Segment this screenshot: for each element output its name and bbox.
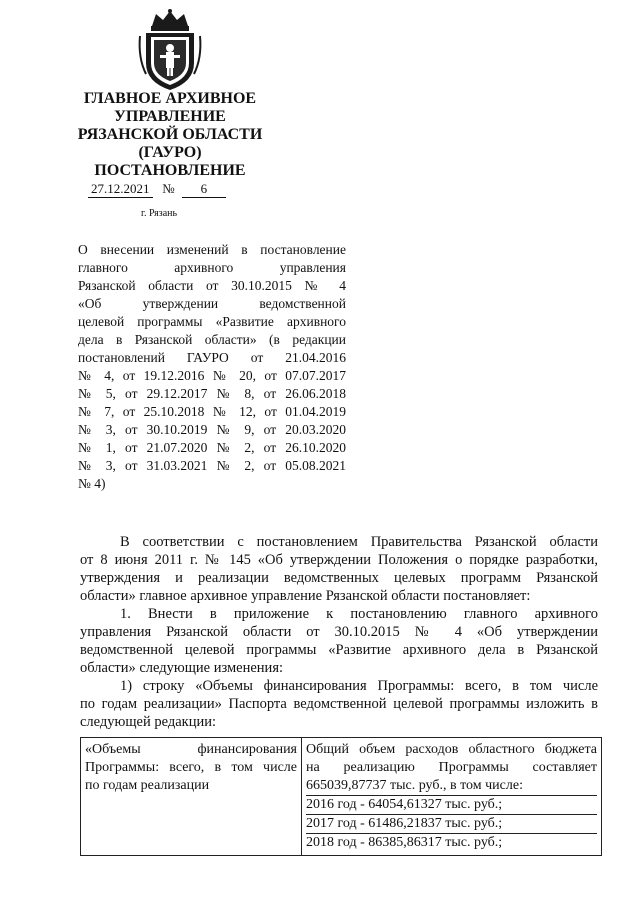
body-line: от 8 июня 2011 г. № 145 «Об утверждении Положения о порядке разработки, [80,552,598,568]
body-line: В соответствии с постановлением Правительства Рязанской области [120,534,598,550]
document-type: ПОСТАНОВЛЕНИЕ [94,162,246,179]
document-number: 6 [182,181,226,198]
subject-line: № 4, от 19.12.2016 № 20, от 07.07.2017 [78,368,346,383]
number-sign: № [162,181,175,196]
subject-line: «Об утверждении ведомственной [78,296,346,311]
body-line: области» следующие изменения: [80,660,284,676]
cell-line: 2016 год - 64054,61327 тыс. руб.; [306,796,597,815]
subject-line: Рязанской области от 30.10.2015 № 4 [78,278,346,293]
body-line: утверждения и реализации ведомственных целевых программ Рязанской [80,570,598,586]
body-line: ведомственной целевой программы «Развитие архивного дела в Рязанской [80,642,598,658]
cell-line: по годам реализации [85,778,210,793]
org-line: ГЛАВНОЕ АРХИВНОЕ [83,90,257,107]
body-line: 1) строку «Объемы финансирования Программы: всего, в том числе [120,678,598,694]
subject-line: № 4) [78,476,106,491]
org-line: РЯЗАНСКОЙ ОБЛАСТИ [77,126,263,143]
subject-line: О внесении изменений в постановление [78,242,346,257]
table-row [81,738,602,856]
subject-line: № 1, от 21.07.2020 № 2, от 26.10.2020 [78,440,346,455]
coat-of-arms-icon [136,8,204,92]
cell-line: 2017 год - 61486,21837 тыс. руб.; [306,815,597,834]
body-line: области» главное архивное управление Рязанской области постановляет: [80,588,531,604]
subject-line: № 7, от 25.10.2018 № 12, от 01.04.2019 [78,404,346,419]
cell-line: на реализацию Программы составляет [306,760,597,775]
subject-line: № 3, от 31.03.2021 № 2, от 05.08.2021 [78,458,346,473]
subject-line: № 5, от 29.12.2017 № 8, от 26.06.2018 [78,386,346,401]
cell-line: Общий объем расходов областного бюджета [306,742,597,757]
subject-line: постановлений ГАУРО от 21.04.2016 [78,350,346,365]
cell-line: 2018 год - 86385,86317 тыс. руб.; [306,835,503,850]
subject-line: главного архивного управления [78,260,346,275]
org-line: (ГАУРО) [138,144,202,161]
body-line: 1. Внести в приложение к постановлению главного архивного [120,606,598,622]
body-line: управления Рязанской области от 30.10.2015 № 4 «Об утверждении [80,624,598,640]
financing-table [80,737,602,856]
document-body [80,533,598,731]
document-date-number [88,181,226,198]
cell-line: «Объемы финансирования [85,742,297,757]
org-line: УПРАВЛЕНИЕ [114,108,226,125]
subject-line: № 3, от 30.10.2019 № 9, от 20.03.2020 [78,422,346,437]
subject-line: целевой программы «Развитие архивного [78,314,346,329]
city: г. Рязань [141,208,178,219]
document-subject [78,241,346,493]
body-line: следующей редакции: [80,714,217,730]
cell-line: 665039,87737 тыс. руб., в том числе: [306,777,597,796]
cell-line: Программы: всего, в том числе [85,760,297,775]
financing-label-cell [81,738,302,856]
body-line: по годам реализации» Паспорта ведомственной целевой программы изложить в [80,696,598,712]
organization-name [70,90,270,180]
document-date: 27.12.2021 [88,181,153,198]
financing-value-cell [302,738,602,856]
subject-line: дела в Рязанской области» (в редакции [78,332,346,347]
